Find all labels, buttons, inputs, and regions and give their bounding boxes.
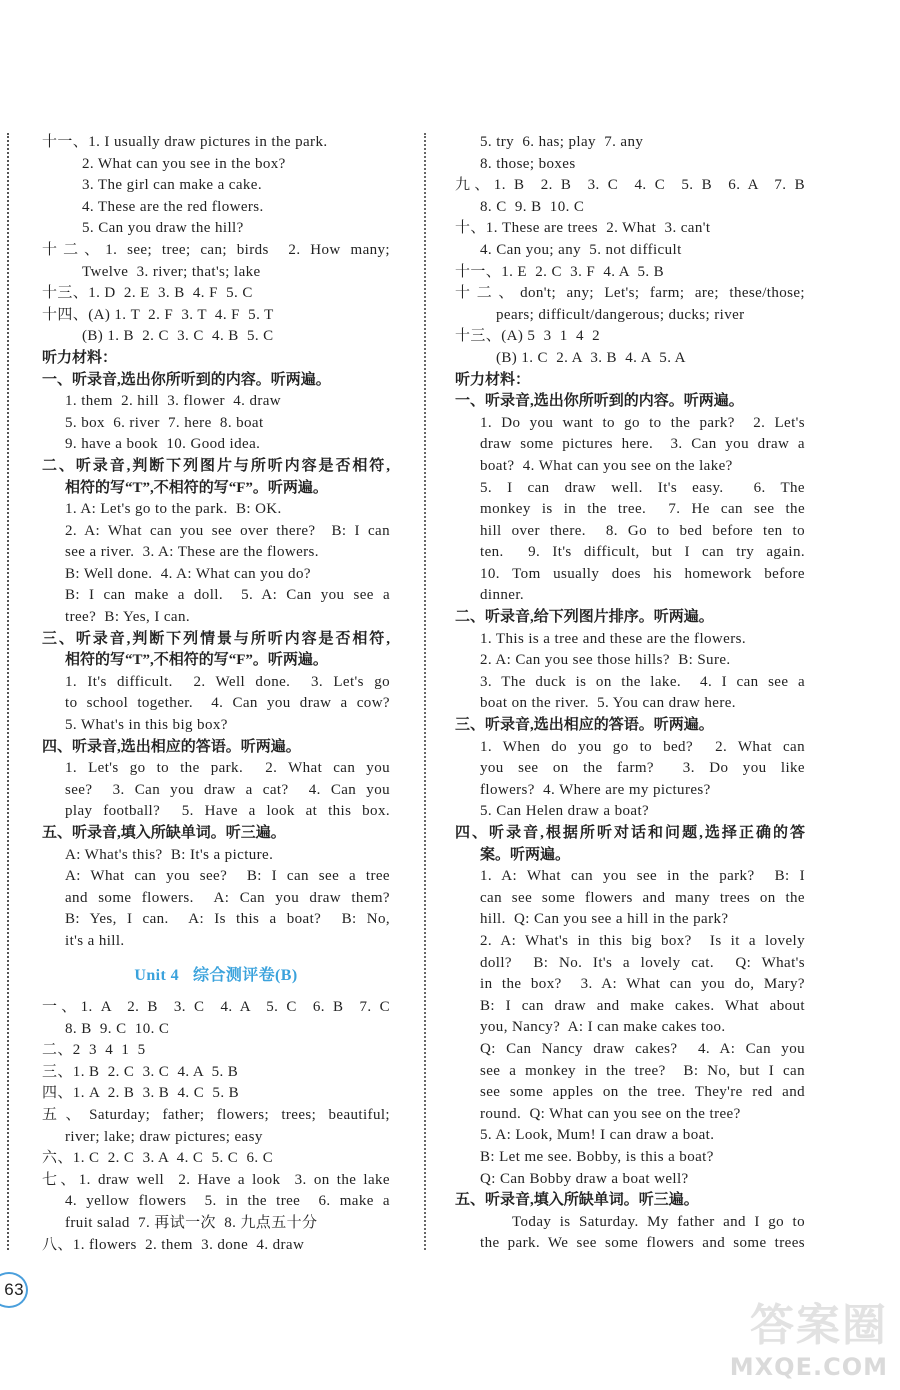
answer-line: 5. try 6. has; play 7. any	[480, 134, 644, 150]
answer-line: 2. What can you see in the box?	[82, 155, 286, 172]
answer-line: 5. box 6. river 7. here 8. boat	[65, 414, 264, 431]
answer-line: round. Q: What can you see on the tree?	[480, 1105, 741, 1122]
left-column-answers	[42, 132, 390, 953]
answer-line: Q: Can Nancy draw cakes? 4. A: Can you	[480, 1040, 805, 1057]
answer-line: 2. A: What's in this big box? Is it a lovely	[480, 932, 805, 949]
answer-line: 5. A: Look, Mum! I can draw a boat.	[480, 1127, 715, 1144]
listening-heading: 三、听录音,选出相应的答语。听两遍。	[455, 717, 714, 734]
answer-line: 1. When do you go to bed? 2. What can	[480, 738, 805, 755]
listening-material-label: 听力材料：	[455, 371, 531, 388]
section-title-name: 综合测评卷(B)	[193, 967, 298, 984]
answer-line: hill over there. 8. Go to bed before ten to	[480, 522, 805, 539]
answer-line: 1. It's difficult. 2. Well done. 3. Let's go	[65, 673, 390, 690]
answer-line: 五、Saturday; father; flowers; trees; beautiful;	[42, 1106, 390, 1123]
answer-line: 5. What's in this big box?	[65, 717, 228, 734]
answer-line: to school together. 4. Can you draw a cow?	[65, 695, 390, 712]
section-title-unit: Unit 4	[134, 967, 180, 984]
answer-line: you, Nancy? A: I can make cakes too.	[480, 1019, 726, 1036]
listening-material-label: 听力材料：	[42, 349, 118, 366]
answer-line: 六、1. C 2. C 3. A 4. C 5. C 6. C	[42, 1150, 274, 1167]
listening-heading: 一、听录音,选出你所听到的内容。听两遍。	[455, 393, 744, 410]
answer-line: A: What can you see? B: I can see a tree	[65, 868, 390, 885]
watermark-logo: 答案圈	[750, 1300, 888, 1351]
answer-line: it's a hill.	[65, 932, 125, 949]
answer-line: 8. those; boxes	[480, 155, 576, 172]
answer-line: 1. them 2. hill 3. flower 4. draw	[65, 393, 282, 410]
answer-line: monkey is in the tree. 7. He can see the	[480, 501, 805, 518]
answer-line: B: Yes, I can. A: Is this a boat? B: No,	[65, 911, 390, 928]
answer-line: 1. A: Let's go to the park. B: OK.	[65, 501, 282, 518]
section-title	[42, 965, 390, 987]
answer-line: in the box? 3. A: What can you do, Mary?	[480, 976, 805, 993]
page-number: 63	[0, 1272, 28, 1308]
answer-line: 10. Tom usually does his homework before	[480, 565, 805, 582]
answer-line: 十一、1. I usually draw pictures in the park.	[42, 134, 328, 150]
answer-line: tree? B: Yes, I can.	[65, 609, 191, 626]
answer-line: 一、1. A 2. B 3. C 4. A 5. C 6. B 7. C	[42, 999, 390, 1015]
answer-line: 十二、1. see; tree; can; birds 2. How many;	[42, 241, 390, 258]
answer-line: doll? B: No. It's a lovely cat. Q: What's	[480, 954, 805, 971]
answer-line: Today is Saturday. My father and I go to	[512, 1213, 805, 1230]
answer-line: 8. B 9. C 10. C	[65, 1020, 170, 1037]
answer-line: 5. I can draw well. It's easy. 6. The	[480, 479, 805, 496]
answer-line: 十、1. These are trees 2. What 3. can't	[455, 220, 711, 237]
answer-line: 八、1. flowers 2. them 3. done 4. draw	[42, 1236, 305, 1253]
answer-line: 十一、1. E 2. C 3. F 4. A 5. B	[455, 263, 665, 280]
answer-line: 十二、don't; any; Let's; farm; are; these/those;	[455, 285, 805, 302]
answer-line: 4. yellow flowers 5. in the tree 6. make a	[65, 1193, 390, 1210]
listening-heading: 四、听录音,根据所听对话和问题,选择正确的答	[455, 825, 805, 841]
listening-heading: 相符的写“T”,不相符的写“F”。听两遍。	[65, 652, 328, 669]
answer-line: 2. A: What can you see over there? B: I can	[65, 522, 390, 539]
listening-heading: 相符的写“T”,不相符的写“F”。听两遍。	[65, 479, 328, 496]
answer-line: 七、1. draw well 2. Have a look 3. on the lake	[42, 1171, 390, 1188]
answer-line: river; lake; draw pictures; easy	[65, 1128, 263, 1145]
answer-line: B: Let me see. Bobby, is this a boat?	[480, 1148, 714, 1165]
answer-line: see a river. 3. A: These are the flowers.	[65, 544, 319, 561]
answer-line: the park. We see some flowers and some trees	[480, 1235, 805, 1252]
answer-line: 1. Do you want to go to the park? 2. Let's	[480, 414, 805, 431]
answer-line: play football? 5. Have a look at this box.	[65, 803, 390, 820]
answer-line: see some apples on the tree. They're red and	[480, 1084, 805, 1101]
answer-line: B: I can draw and make cakes. What about	[480, 997, 805, 1014]
answer-line: you see on the farm? 3. Do you like	[480, 760, 805, 777]
answer-line: Q: Can Bobby draw a boat well?	[480, 1170, 689, 1187]
answer-line: 8. C 9. B 10. C	[480, 198, 585, 215]
answer-line: 4. Can you; any 5. not difficult	[480, 241, 682, 258]
answer-line: 3. The duck is on the lake. 4. I can see a	[480, 673, 805, 690]
answer-line: 5. Can Helen draw a boat?	[480, 803, 650, 820]
answer-line: 九、1. B 2. B 3. C 4. C 5. B 6. A 7. B	[455, 177, 805, 194]
answer-line: boat? 4. What can you see on the lake?	[480, 457, 733, 474]
answer-line: 三、1. B 2. C 3. C 4. A 5. B	[42, 1063, 239, 1080]
answer-line: 5. Can you draw the hill?	[82, 220, 244, 237]
answer-line: flowers? 4. Where are my pictures?	[480, 781, 711, 798]
answer-line: ten. 9. It's difficult, but I can try again.	[480, 544, 805, 561]
center-dotted-divider	[424, 133, 426, 1250]
listening-heading: 二、听录音,判断下列图片与所听内容是否相符,	[42, 457, 390, 474]
answer-line: dinner.	[480, 587, 525, 604]
listening-heading: 五、听录音,填入所缺单词。听三遍。	[455, 1192, 699, 1209]
answer-line: boat on the river. 5. You can draw here.	[480, 695, 736, 712]
answer-line: 4. These are the red flowers.	[82, 198, 264, 215]
left-dotted-margin-line	[7, 133, 9, 1250]
answer-line: 1. A: What can you see in the park? B: I	[480, 868, 805, 885]
answer-line: Twelve 3. river; that's; lake	[82, 263, 261, 280]
answer-line: 十三、1. D 2. E 3. B 4. F 5. C	[42, 285, 253, 302]
answer-line: 3. The girl can make a cake.	[82, 177, 263, 194]
answer-line: 9. have a book 10. Good idea.	[65, 436, 261, 453]
listening-heading: 案。听两遍。	[480, 846, 571, 863]
listening-heading: 二、听录音,给下列图片排序。听两遍。	[455, 609, 714, 626]
answer-line: B: I can make a doll. 5. A: Can you see a	[65, 587, 390, 604]
answer-line: see a monkey in the tree? B: No, but I can	[480, 1062, 805, 1079]
answer-line: 二、2 3 4 1 5	[42, 1042, 146, 1059]
answer-line: 十四、(A) 1. T 2. F 3. T 4. F 5. T	[42, 306, 274, 323]
answer-line: A: What's this? B: It's a picture.	[65, 846, 274, 863]
answer-line: (B) 1. C 2. A 3. B 4. A 5. A	[496, 349, 686, 366]
answer-line: hill. Q: Can you see a hill in the park?	[480, 911, 729, 928]
answer-line: can see some flowers and many trees on the	[480, 889, 805, 906]
answer-line: 2. A: Can you see those hills? B: Sure.	[480, 652, 731, 669]
left-column-unit4-answers	[42, 997, 390, 1256]
answer-line: 1. Let's go to the park. 2. What can you	[65, 760, 390, 777]
listening-heading: 一、听录音,选出你所听到的内容。听两遍。	[42, 371, 331, 388]
listening-heading: 四、听录音,选出相应的答语。听两遍。	[42, 738, 301, 755]
answer-line: draw some pictures here. 3. Can you draw a	[480, 436, 805, 453]
watermark-site: MXQE.COM	[729, 1353, 888, 1381]
answer-line: 1. This is a tree and these are the flowers.	[480, 630, 746, 647]
right-column-answers	[455, 132, 805, 1255]
listening-heading: 三、听录音,判断下列情景与所听内容是否相符,	[42, 630, 390, 647]
answer-line: and some flowers. A: Can you draw them?	[65, 889, 390, 906]
answer-line: see? 3. Can you draw a cat? 4. Can you	[65, 781, 390, 798]
answer-line: B: Well done. 4. A: What can you do?	[65, 565, 311, 582]
answer-line: 四、1. A 2. B 3. B 4. C 5. B	[42, 1085, 240, 1102]
answer-line: (B) 1. B 2. C 3. C 4. B 5. C	[82, 328, 274, 345]
answer-line: fruit salad 7. 再试一次 8. 九点五十分	[65, 1214, 318, 1231]
answer-line: pears; difficult/dangerous; ducks; river	[496, 306, 745, 323]
answer-line: 十三、(A) 5 3 1 4 2	[455, 328, 601, 345]
listening-heading: 五、听录音,填入所缺单词。听三遍。	[42, 825, 286, 841]
